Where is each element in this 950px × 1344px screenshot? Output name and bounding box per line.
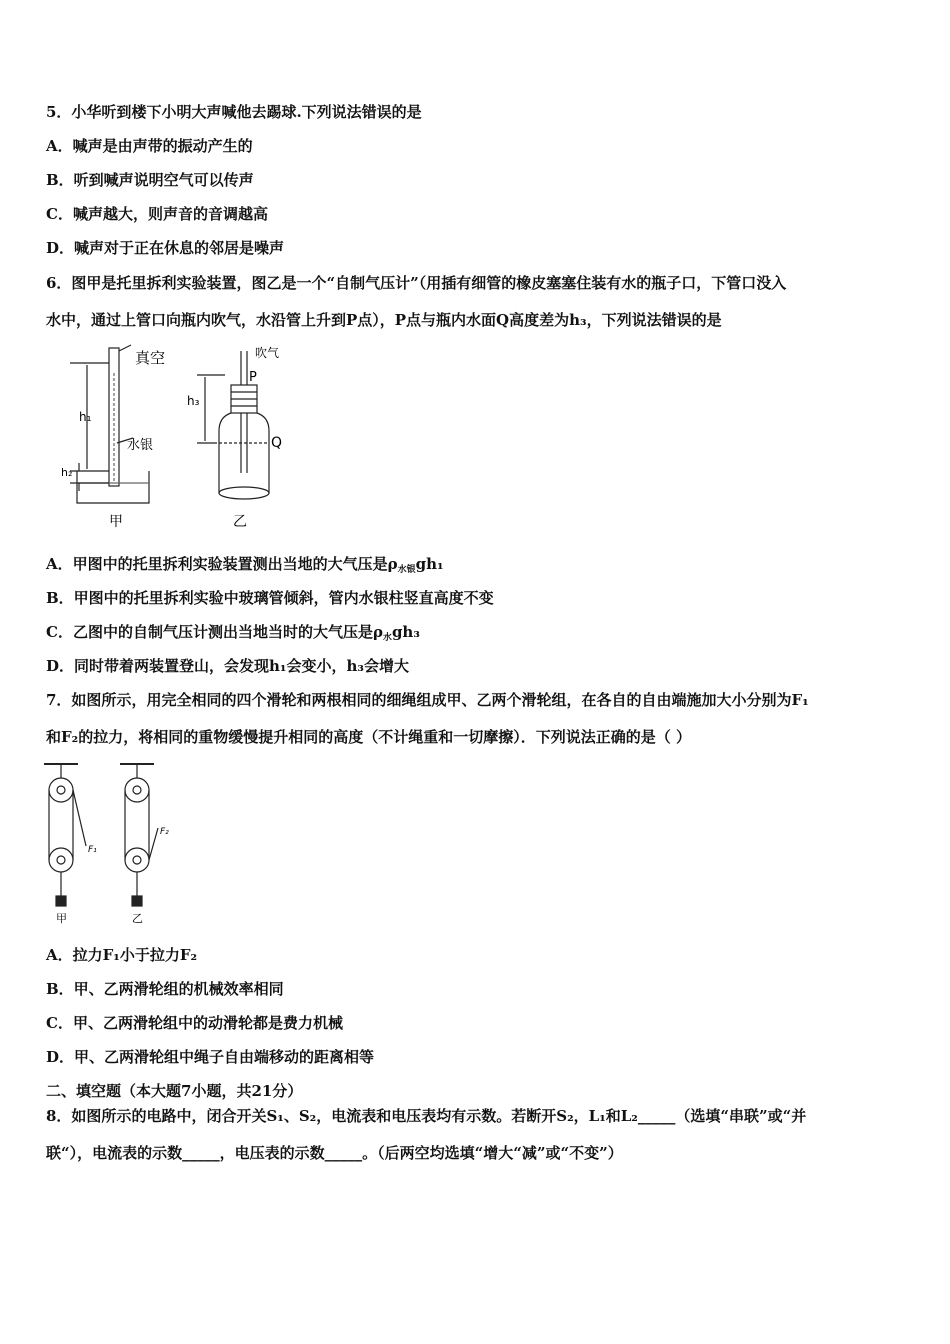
label-jia: 甲 <box>56 912 67 925</box>
label-h1: h₁ <box>79 410 92 424</box>
label-h3: h₃ <box>187 394 200 408</box>
q7-option-a: A．拉力F₁小于拉力F₂ <box>46 946 198 964</box>
q6-figure-barometers <box>55 343 315 538</box>
q7-option-c: C．甲、乙两滑轮组中的动滑轮都是费力机械 <box>46 1014 343 1032</box>
q7-option-d: D．甲、乙两滑轮组中绳子自由端移动的距离相等 <box>46 1048 375 1066</box>
torricelli-apparatus <box>70 345 149 503</box>
section-heading: 二、填空题（本大题7小题，共21分） <box>46 1082 303 1100</box>
q8-stem-line2: 联“），电流表的示数_____，电压表的示数_____。（后两空均选填“增大“减”或“不变”） <box>46 1144 623 1162</box>
q5-option-b: B．听到喊声说明空气可以传声 <box>46 171 254 189</box>
q6-stem-line2: 水中，通过上管口向瓶内吹气，水沿管上升到P点），P点与瓶内水面Q高度差为h₃，下列说法错误的是 <box>46 311 722 329</box>
q7-stem-line1: 7．如图所示，用完全相同的四个滑轮和两根相同的细绳组成甲、乙两个滑轮组，在各自的自由端施加大小分别为F₁ <box>46 691 809 709</box>
homemade-barometer <box>197 351 269 499</box>
q7-stem-line2: 和F₂的拉力，将相同的重物缓慢提升相同的高度（不计绳重和一切摩擦）．下列说法正确的是（ ） <box>46 728 691 746</box>
q7-option-b: B．甲、乙两滑轮组的机械效率相同 <box>46 980 284 998</box>
q5-option-d: D．喊声对于正在休息的邻居是噪声 <box>46 239 285 257</box>
q6-stem-line1: 6．图甲是托里拆利实验装置，图乙是一个“自制气压计”（用插有细管的橡皮塞塞住装有水的瓶子口，下管口没入 <box>46 274 787 292</box>
q6-option-d: D．同时带着两装置登山，会发现h₁会变小，h₃会增大 <box>46 657 409 675</box>
label-blow: 吹气 <box>255 346 280 360</box>
label-F1: F₁ <box>88 845 97 855</box>
label-yi: 乙 <box>233 514 247 530</box>
q5-option-a: A．喊声是由声带的振动产生的 <box>46 137 253 155</box>
q5-stem: 5．小华听到楼下小明大声喊他去踢球.下列说法错误的是 <box>46 103 422 121</box>
label-Q: Q <box>271 435 283 451</box>
label-P: P <box>249 370 257 385</box>
q8-stem-line1: 8．如图所示的电路中，闭合开关S₁、S₂，电流表和电压表均有示数。若断开S₂，L₁和L₂_____（选填“串联”或“并 <box>46 1107 807 1125</box>
label-yi: 乙 <box>132 912 143 925</box>
q6-option-a: A．甲图中的托里拆利实验装置测出当地的大气压是$\rho_{水银}gh_1$ <box>46 555 444 575</box>
q6-option-b: B．甲图中的托里拆利实验中玻璃管倾斜，管内水银柱竖直高度不变 <box>46 589 494 607</box>
label-jia: 甲 <box>109 514 123 530</box>
label-mercury: 水银 <box>127 438 154 453</box>
label-h2: h₂ <box>61 466 73 479</box>
label-vacuum: 真空 <box>135 349 166 367</box>
q7-figure-pulleys <box>36 758 186 928</box>
label-F2: F₂ <box>160 827 169 837</box>
q5-option-c: C．喊声越大，则声音的音调越高 <box>46 205 268 223</box>
q6-option-c: C．乙图中的自制气压计测出当地当时的大气压是$\rho_水gh_3$ <box>46 623 420 643</box>
